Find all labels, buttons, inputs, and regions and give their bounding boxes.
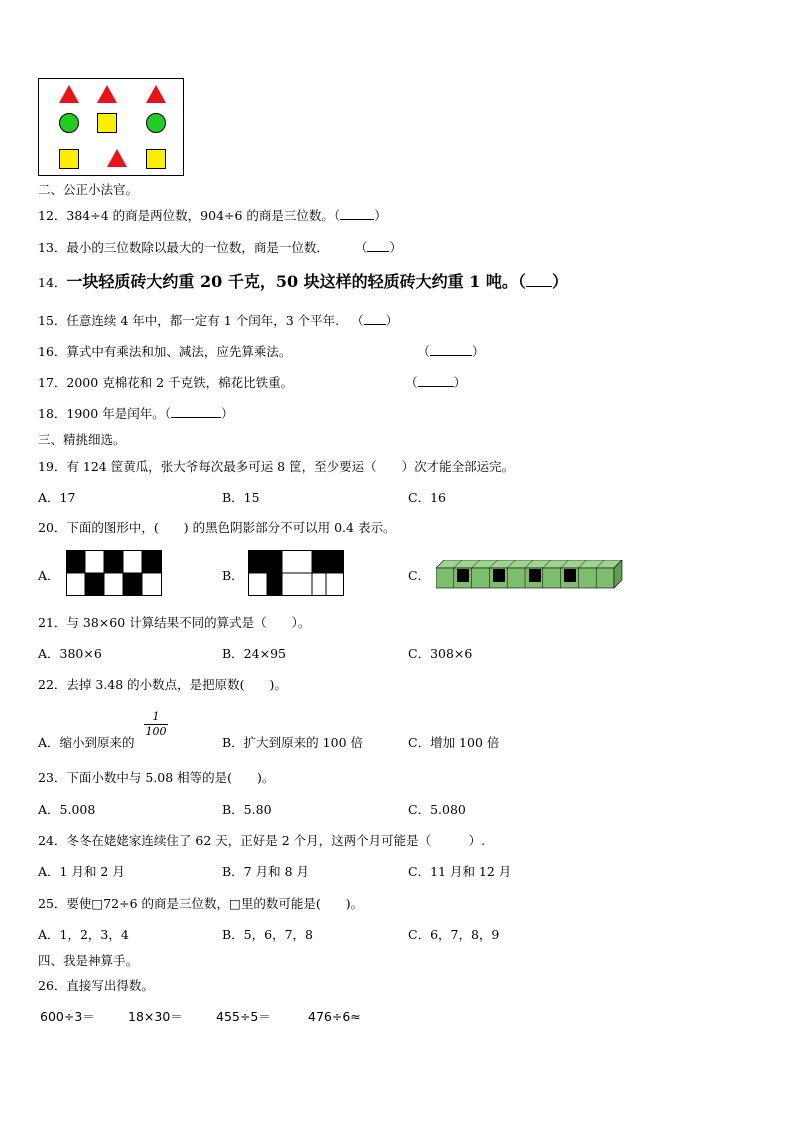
cube-row-figure xyxy=(436,560,624,590)
answer-blank[interactable] xyxy=(367,240,389,252)
answer-blank[interactable] xyxy=(364,313,386,325)
option-a[interactable]: A．380×6 xyxy=(38,646,102,661)
question-24: 24．冬冬在姥姥家连续住了 62 天，正好是 2 个月，这两个月可能是（ ）. xyxy=(38,833,486,848)
question-23: 23．下面小数中与 5.08 相等的是( )。 xyxy=(38,770,275,785)
expression: 476÷6≈ xyxy=(308,1009,361,1024)
option-a[interactable]: A．17 xyxy=(38,490,76,505)
option-a[interactable]: A．5.008 xyxy=(38,802,96,817)
answer-blank[interactable] xyxy=(430,344,472,356)
answer-blank[interactable] xyxy=(418,375,454,387)
question-25: 25．要使□72÷6 的商是三位数，□里的数可能是( )。 xyxy=(38,896,364,911)
red-triangle-shape xyxy=(146,85,166,103)
question-12: 12．384÷4 的商是两位数，904÷6 的商是三位数。（ ） xyxy=(38,208,387,223)
answer-blank[interactable] xyxy=(526,275,552,287)
option-c[interactable]: C． xyxy=(408,568,431,583)
option-a[interactable]: A． xyxy=(38,568,60,583)
red-triangle-shape xyxy=(107,149,127,167)
green-circle-shape xyxy=(59,113,79,133)
option-c[interactable]: C．16 xyxy=(408,490,446,505)
option-b[interactable]: B．5.80 xyxy=(222,802,272,817)
yellow-square-shape xyxy=(146,149,166,169)
option-c[interactable]: C．5.080 xyxy=(408,802,466,817)
section-title: 二、公正小法官。 xyxy=(38,182,139,197)
option-c[interactable]: C．6，7，8，9 xyxy=(408,927,500,942)
question-15: 15．任意连续 4 年中，都一定有 1 个闰年，3 个平年. （ ） xyxy=(38,313,399,328)
option-c[interactable]: C．308×6 xyxy=(408,646,473,661)
question-16: 16．算式中有乘法和加、减法，应先算乘法。 （ ） xyxy=(38,344,485,359)
option-a[interactable]: A．1 月和 2 月 xyxy=(38,864,125,879)
option-b[interactable]: B．15 xyxy=(222,490,260,505)
red-triangle-shape xyxy=(59,85,79,103)
option-c[interactable]: C．11 月和 12 月 xyxy=(408,864,512,879)
option-b[interactable]: B． xyxy=(222,568,244,583)
yellow-square-shape xyxy=(97,113,117,133)
option-c[interactable]: C．增加 100 倍 xyxy=(408,735,500,750)
grid-figure-a xyxy=(66,550,162,596)
question-13: 13．最小的三位数除以最大的一位数，商是一位数． （ ） xyxy=(38,240,402,255)
option-a[interactable]: A．1，2，3，4 xyxy=(38,927,129,942)
grid-figure-b xyxy=(248,550,344,596)
question-14: 14．一块轻质砖大约重 20 千克，50 块这样的轻质砖大约重 1 吨。（ ） xyxy=(38,272,568,291)
answer-blank[interactable] xyxy=(340,208,374,220)
question-22: 22．去掉 3.48 的小数点，是把原数( )。 xyxy=(38,677,287,692)
option-a[interactable]: A．缩小到原来的 xyxy=(38,735,135,750)
option-b[interactable]: B．7 月和 8 月 xyxy=(222,864,310,879)
question-19: 19．有 124 筐黄瓜，张大爷每次最多可运 8 筐，至少要运（ ）次才能全部运完。 xyxy=(38,459,515,474)
shapes-figure xyxy=(38,78,184,176)
section-title: 四、我是神算手。 xyxy=(38,953,139,968)
yellow-square-shape xyxy=(59,149,79,169)
expression: 18×30＝ xyxy=(128,1009,183,1024)
section-title: 三、精挑细选。 xyxy=(38,432,126,447)
question-21: 21．与 38×60 计算结果不同的算式是（ ）。 xyxy=(38,615,311,630)
red-triangle-shape xyxy=(97,85,117,103)
answer-blank[interactable] xyxy=(171,406,221,418)
option-b[interactable]: B．24×95 xyxy=(222,646,286,661)
expression: 600÷3＝ xyxy=(40,1009,95,1024)
expression: 455÷5＝ xyxy=(216,1009,271,1024)
option-b[interactable]: B．5，6，7，8 xyxy=(222,927,313,942)
question-20: 20．下面的图形中，( ) 的黑色阴影部分不可以用 0.4 表示。 xyxy=(38,520,396,535)
green-circle-shape xyxy=(146,113,166,133)
question-26: 26．直接写出得数。 xyxy=(38,978,154,993)
question-17: 17．2000 克棉花和 2 千克铁，棉花比铁重。 （ ） xyxy=(38,375,467,390)
fraction: $\frac{1}{100}$ xyxy=(145,710,167,738)
question-18: 18．1900 年是闰年。（ ） xyxy=(38,406,234,421)
option-b[interactable]: B．扩大到原来的 100 倍 xyxy=(222,735,363,750)
